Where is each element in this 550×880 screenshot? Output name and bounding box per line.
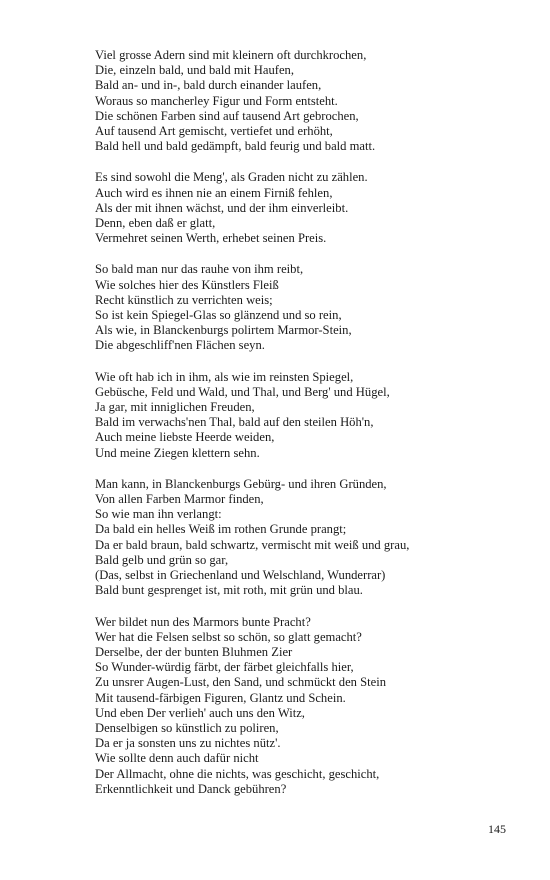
verse-line: Man kann, in Blanckenburgs Gebürg- und ihren Gründen, [95,476,387,491]
stanza [95,48,535,154]
verse-line: Wie oft hab ich in ihm, als wie im reinsten Spiegel, [95,369,354,384]
stanza [95,262,535,353]
verse-line: Und eben Der verlieh' auch uns den Witz, [95,705,305,720]
verse-line: Zu unsrer Augen-Lust, den Sand, und schmückt den Stein [95,675,387,690]
stanza [95,615,535,797]
verse-line: (Das, selbst in Griechenland und Welschland, Wunderrar) [95,568,386,583]
verse-line: Auch meine liebste Heerde weiden, [95,430,275,445]
verse-line: So wie man ihn verlangt: [95,507,222,522]
verse-line: Von allen Farben Marmor finden, [95,492,264,507]
verse-line: Auf tausend Art gemischt, vertiefet und erhöht, [95,124,333,139]
stanza [95,477,535,599]
verse-line: Da er bald braun, bald schwartz, vermischt mit weiß und grau, [95,537,410,552]
verse-line: Auch wird es ihnen nie an einem Firniß fehlen, [95,185,333,200]
verse-line: Der Allmacht, ohne die nichts, was geschicht, geschicht, [95,766,380,781]
verse-line: Bald hell und bald gedämpft, bald feurig und bald matt. [95,139,376,154]
verse-line: Da er ja sonsten uns zu nichtes nütz'. [95,736,281,751]
verse-line: Die abgeschliff'nen Flächen seyn. [95,338,265,353]
verse-line: Wer hat die Felsen selbst so schön, so glatt gemacht? [95,629,362,644]
verse-line: Gebüsche, Feld und Wald, und Thal, und Berg' und Hügel, [95,384,390,399]
page-number: 145 [488,822,506,836]
verse-line: Mit tausend-färbigen Figuren, Glantz und Schein. [95,690,346,705]
verse-line: Woraus so mancherley Figur und Form entsteht. [95,93,338,108]
verse-line: Da bald ein helles Weiß im rothen Grunde prangt; [95,522,347,537]
stanza [95,370,535,461]
verse-line: Und meine Ziegen klettern sehn. [95,445,260,460]
verse-line: Bald an- und in-, bald durch einander laufen, [95,78,322,93]
verse-line: Ja gar, mit inniglichen Freuden, [95,400,255,415]
verse-line: Bald gelb und grün so gar, [95,552,229,567]
verse-line: Denn, eben daß er glatt, [95,216,216,231]
verse-line: Erkenntlichkeit und Danck gebühren? [95,781,287,796]
verse-line: So Wunder-würdig färbt, der färbet gleichfalls hier, [95,660,354,675]
poem-text [95,48,535,813]
verse-line: Bald im verwachs'nen Thal, bald auf den steilen Höh'n, [95,415,374,430]
verse-line: Als wie, in Blanckenburgs polirtem Marmor-Stein, [95,323,352,338]
verse-line: Wie sollte denn auch dafür nicht [95,751,259,766]
verse-line: Bald bunt gesprenget ist, mit roth, mit grün und blau. [95,583,363,598]
verse-line: Vermehret seinen Werth, erhebet seinen Preis. [95,231,327,246]
verse-line: Die, einzeln bald, und bald mit Haufen, [95,63,294,78]
verse-line: Wer bildet nun des Marmors bunte Pracht? [95,614,311,629]
verse-line: So bald man nur das rauhe von ihm reibt, [95,262,304,277]
verse-line: Derselbe, der der bunten Bluhmen Zier [95,644,293,659]
verse-line: So ist kein Spiegel-Glas so glänzend und so rein, [95,308,342,323]
verse-line: Recht künstlich zu verrichten weis; [95,292,273,307]
verse-line: Als der mit ihnen wächst, und der ihm einverleibt. [95,200,349,215]
verse-line: Es sind sowohl die Meng', als Graden nicht zu zählen. [95,170,368,185]
verse-line: Wie solches hier des Künstlers Fleiß [95,277,279,292]
verse-line: Die schönen Farben sind auf tausend Art gebrochen, [95,108,359,123]
verse-line: Viel grosse Adern sind mit kleinern oft durchkrochen, [95,48,367,62]
stanza [95,170,535,246]
verse-line: Denselbigen so künstlich zu poliren, [95,720,279,735]
